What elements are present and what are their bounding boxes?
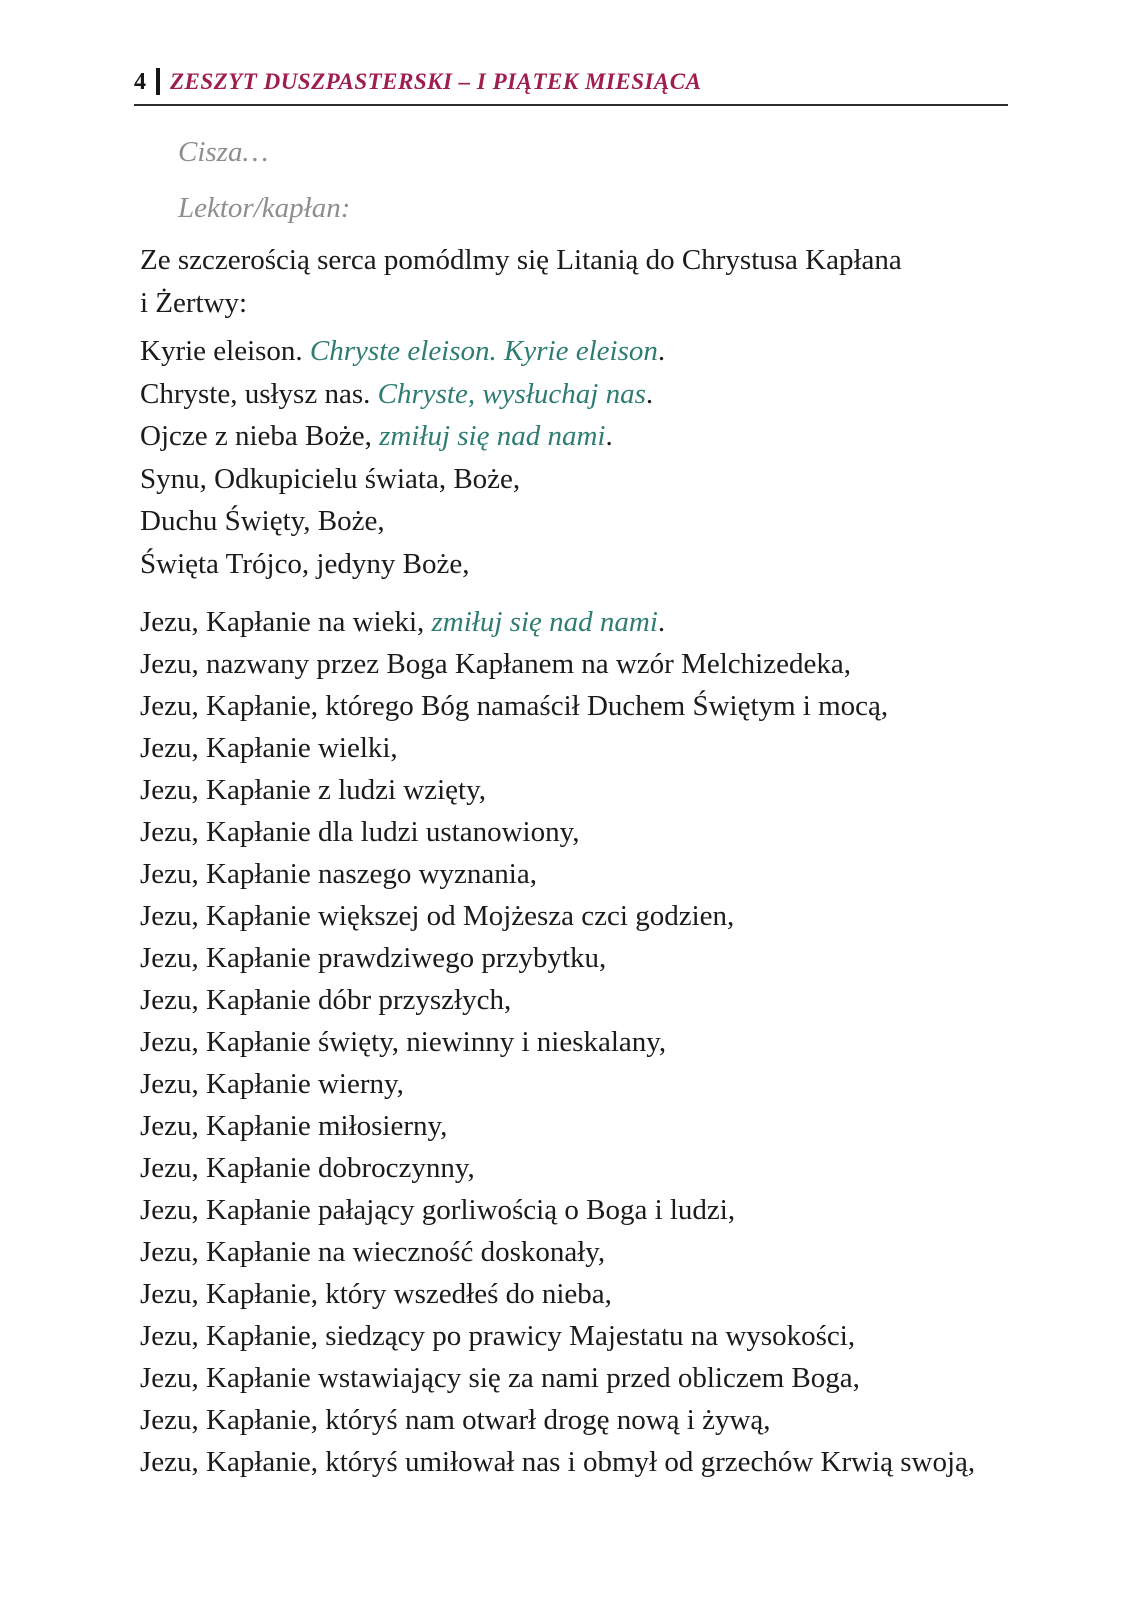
kyrie-line xyxy=(140,415,665,458)
litany-line xyxy=(140,1147,975,1189)
litany-line-text: Jezu, nazwany przez Boga Kapłanem na wzór Melchizedeka, xyxy=(140,648,851,680)
litany-line xyxy=(140,811,975,853)
kyrie-line-text: Święta Trójco, jedyny Boże, xyxy=(140,547,470,580)
response-text: Chryste eleison. Kyrie eleison xyxy=(309,335,658,367)
line-period: . xyxy=(645,377,654,410)
litany-line xyxy=(140,1315,975,1357)
litany-line-text: Jezu, Kapłanie większej od Mojżesza czci godzien, xyxy=(140,900,735,932)
litany-line-text: Jezu, Kapłanie wierny, xyxy=(140,1068,404,1100)
litany-line-text: Jezu, Kapłanie, któryś nam otwarł drogę nową i żywą, xyxy=(140,1404,771,1436)
kyrie-line-text: Duchu Święty, Boże, xyxy=(140,505,385,537)
litany-line xyxy=(140,979,975,1021)
kyrie-line xyxy=(140,373,665,416)
stage-direction-speaker: Lektor/kapłan: xyxy=(178,192,351,224)
header-separator-bar xyxy=(156,68,160,95)
litany-line-text: Jezu, Kapłanie święty, niewinny i nieskalany, xyxy=(140,1026,667,1058)
kyrie-line xyxy=(140,330,665,373)
stage-direction-silence: Cisza… xyxy=(178,136,269,168)
litany-line xyxy=(140,1231,975,1273)
response-text: zmiłuj się nad nami xyxy=(431,606,658,638)
litany-line xyxy=(140,895,975,937)
line-period: . xyxy=(657,606,666,638)
kyrie-line xyxy=(140,543,665,586)
litany-line-text: Jezu, Kapłanie pałający gorliwością o Boga i ludzi, xyxy=(140,1194,736,1226)
kyrie-line xyxy=(140,500,665,543)
response-text: zmiłuj się nad nami xyxy=(379,420,606,452)
litany-line xyxy=(140,643,975,685)
litany-line-text: Jezu, Kapłanie na wieczność doskonały, xyxy=(140,1236,606,1268)
intro-paragraph xyxy=(140,239,902,325)
litany-line-text: Jezu, Kapłanie miłosierny, xyxy=(140,1110,448,1142)
litany-line xyxy=(140,1063,975,1105)
response-text: Chryste, wysłuchaj nas xyxy=(377,377,646,410)
litany-line xyxy=(140,685,975,727)
line-period: . xyxy=(657,335,666,367)
intro-line-2: i Żertwy: xyxy=(140,287,248,319)
litany-block xyxy=(140,601,975,1483)
kyrie-line xyxy=(140,458,665,501)
litany-line-text: Jezu, Kapłanie wstawiający się za nami przed obliczem Boga, xyxy=(140,1362,860,1394)
litany-line xyxy=(140,1189,975,1231)
litany-line-text: Jezu, Kapłanie naszego wyznania, xyxy=(140,858,537,890)
page-header xyxy=(134,68,1008,106)
litany-line-text: Jezu, Kapłanie prawdziwego przybytku, xyxy=(140,942,607,974)
kyrie-line-text: Chryste, usłysz nas. xyxy=(140,377,378,410)
litany-line-text: Jezu, Kapłanie dóbr przyszłych, xyxy=(140,984,512,1016)
intro-line-1: Ze szczerością serca pomódlmy się Litanią do Chrystusa Kapłana xyxy=(140,244,902,276)
litany-line-text: Jezu, Kapłanie, siedzący po prawicy Majestatu na wysokości, xyxy=(140,1320,856,1352)
litany-line-text: Jezu, Kapłanie dla ludzi ustanowiony, xyxy=(140,816,580,848)
litany-line xyxy=(140,1021,975,1063)
litany-line-text: Jezu, Kapłanie na wieki, xyxy=(140,606,432,638)
litany-line-text: Jezu, Kapłanie, który wszedłeś do nieba, xyxy=(140,1278,612,1310)
litany-line xyxy=(140,1105,975,1147)
header-title: ZESZYT DUSZPASTERSKI – I PIĄTEK MIESIĄCA xyxy=(170,69,702,94)
kyrie-line-text: Kyrie eleison. xyxy=(140,335,310,367)
kyrie-line-text: Ojcze z nieba Boże, xyxy=(140,420,380,452)
litany-line xyxy=(140,601,975,643)
litany-line-text: Jezu, Kapłanie wielki, xyxy=(140,732,398,764)
litany-line xyxy=(140,937,975,979)
page-number: 4 xyxy=(134,68,146,95)
litany-line xyxy=(140,769,975,811)
litany-line xyxy=(140,727,975,769)
litany-line-text: Jezu, Kapłanie, którego Bóg namaścił Duchem Świętym i mocą, xyxy=(140,690,889,722)
litany-line xyxy=(140,853,975,895)
litany-line-text: Jezu, Kapłanie z ludzi wzięty, xyxy=(140,774,486,806)
litany-line xyxy=(140,1273,975,1315)
litany-line-text: Jezu, Kapłanie, któryś umiłował nas i obmył od grzechów Krwią swoją, xyxy=(140,1446,976,1478)
line-period: . xyxy=(605,420,613,452)
litany-line xyxy=(140,1441,975,1483)
litany-line xyxy=(140,1357,975,1399)
kyrie-line-text: Synu, Odkupicielu świata, Boże, xyxy=(140,462,521,495)
litany-line xyxy=(140,1399,975,1441)
kyrie-block xyxy=(140,330,665,585)
litany-line-text: Jezu, Kapłanie dobroczynny, xyxy=(140,1152,475,1184)
